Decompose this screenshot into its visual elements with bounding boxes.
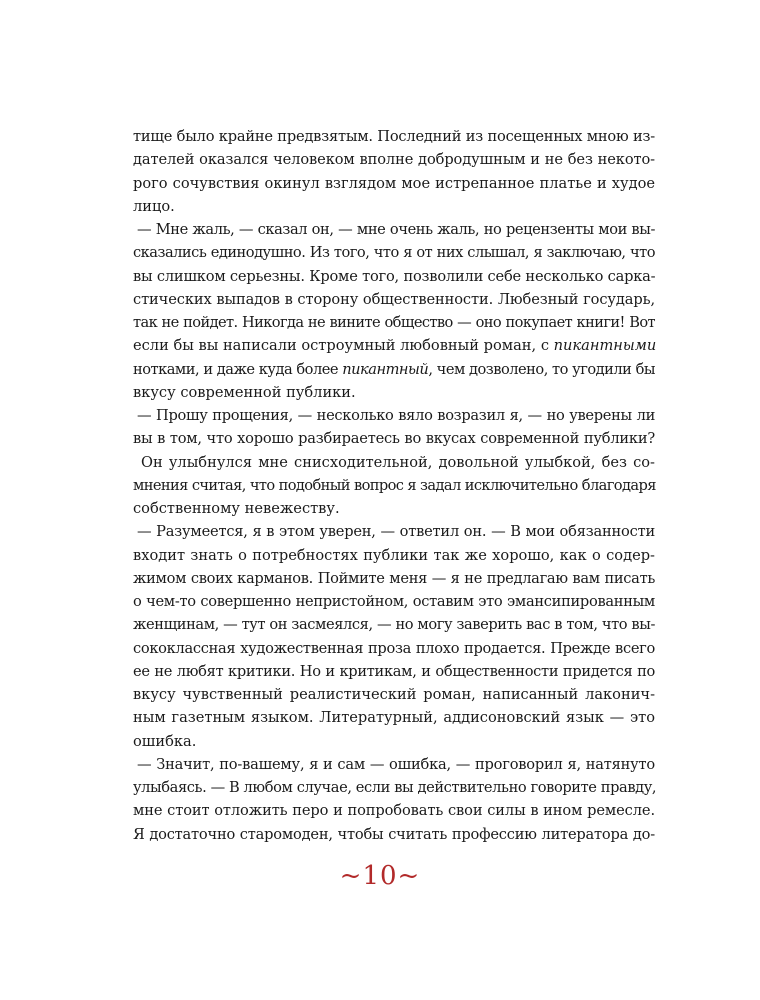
text-segment: о чем-то совершенно непристойном, оставим это эмансипированным [133, 593, 655, 610]
text-segment: мнения считая, что подобный вопрос я задал исключительно благодаря [133, 476, 656, 494]
text-segment: стических выпадов в сторону общественности. Любезный государь, [133, 290, 655, 308]
text-line [133, 590, 655, 613]
text-line [133, 451, 655, 474]
text-segment: , чем дозволено, то угодили бы [428, 360, 655, 378]
text-segment: нотками, и даже куда более [133, 360, 343, 378]
text-line [133, 497, 655, 520]
text-segment: — Мне жаль, — сказал он, — мне очень жаль, но рецензенты мои вы- [137, 221, 655, 238]
text-line [133, 753, 655, 776]
text-segment: Я достаточно старомоден, чтобы считать профессию литератора до- [133, 825, 655, 843]
text-line [133, 660, 655, 683]
text-segment: лицо. [133, 197, 175, 215]
text-line [133, 799, 655, 822]
text-segment: рого сочувствия окинул взглядом мое истрепанное платье и худое [133, 174, 655, 192]
text-line [133, 381, 655, 404]
text-line [133, 730, 655, 753]
text-line [133, 637, 655, 660]
text-segment: вкусу современной публики. [133, 383, 356, 401]
text-line [133, 265, 655, 288]
text-line [133, 311, 655, 334]
text-line [133, 195, 655, 218]
text-line [133, 334, 655, 357]
text-segment: ным газетным языком. Литературный, аддисоновский язык — это [133, 709, 655, 727]
text-line [133, 567, 655, 590]
text-segment: собственному невежеству. [133, 500, 340, 517]
text-segment: жимом своих карманов. Поймите меня — я не предлагаю вам писать [133, 569, 655, 587]
text-line [133, 427, 655, 450]
text-segment: женщинам, — тут он засмеялся, — но могу заверить вас в том, что вы- [133, 616, 655, 634]
text-segment: если бы вы написали остроумный любовный роман, с [133, 337, 554, 355]
text-line [133, 125, 655, 148]
body-text [133, 125, 655, 846]
text-segment: — Значит, по-вашему, я и сам — ошибка, — проговорил я, натянуто [137, 755, 655, 773]
text-segment: мне стоит отложить перо и попробовать свои силы в ином ремесле. [133, 802, 655, 820]
text-segment: так не пойдет. Никогда не вините общество — оно покупает книги! Вот [133, 314, 655, 331]
text-line [133, 404, 655, 427]
text-line [133, 683, 655, 706]
text-segment: — Прошу прощения, — несколько вяло возразил я, — но уверены ли [137, 407, 655, 424]
text-line [133, 218, 655, 241]
text-segment: сказались единодушно. Из того, что я от них слышал, я заключаю, что [133, 244, 655, 262]
italic-text: пикантными [553, 337, 657, 355]
text-line [133, 823, 655, 846]
text-line [133, 241, 655, 264]
text-segment: ее не любят критики. Но и критикам, и общественности придется по [133, 662, 655, 680]
text-segment: — Разумеется, я в этом уверен, — ответил он. — В мои обязанности [137, 523, 655, 541]
text-segment: вы в том, что хорошо разбираетесь во вкусах современной публики? [133, 430, 655, 448]
text-segment: вкусу чувственный реалистический роман, написанный лаконич- [133, 686, 655, 703]
text-line [133, 613, 655, 636]
text-line [133, 544, 655, 567]
text-line [133, 358, 655, 381]
text-segment: сококлассная художественная проза плохо продается. Прежде всего [133, 639, 655, 657]
text-segment: Он улыбнулся мне снисходительной, довольной улыбкой, без со- [141, 453, 655, 471]
text-line [133, 474, 655, 497]
text-segment: ошибка. [133, 732, 197, 750]
text-line [133, 706, 655, 729]
text-line [133, 520, 655, 543]
text-segment: улыбаясь. — В любом случае, если вы действительно говорите правду, [133, 779, 657, 796]
text-line [133, 776, 655, 799]
text-segment: входит знать о потребностях публики так же хорошо, как о содер- [133, 546, 655, 564]
page-number: ~10~ [339, 861, 421, 891]
text-segment: вы слишком серьезны. Кроме того, позволили себе несколько сарка- [133, 267, 656, 285]
text-line [133, 288, 655, 311]
text-segment: тище было крайне предвзятым. Последний из посещенных мною из- [133, 128, 655, 145]
text-line [133, 148, 655, 171]
italic-text: пикантный [342, 360, 429, 378]
text-segment: дателей оказался человеком вполне добродушным и не без некото- [133, 151, 655, 169]
text-line [133, 172, 655, 195]
